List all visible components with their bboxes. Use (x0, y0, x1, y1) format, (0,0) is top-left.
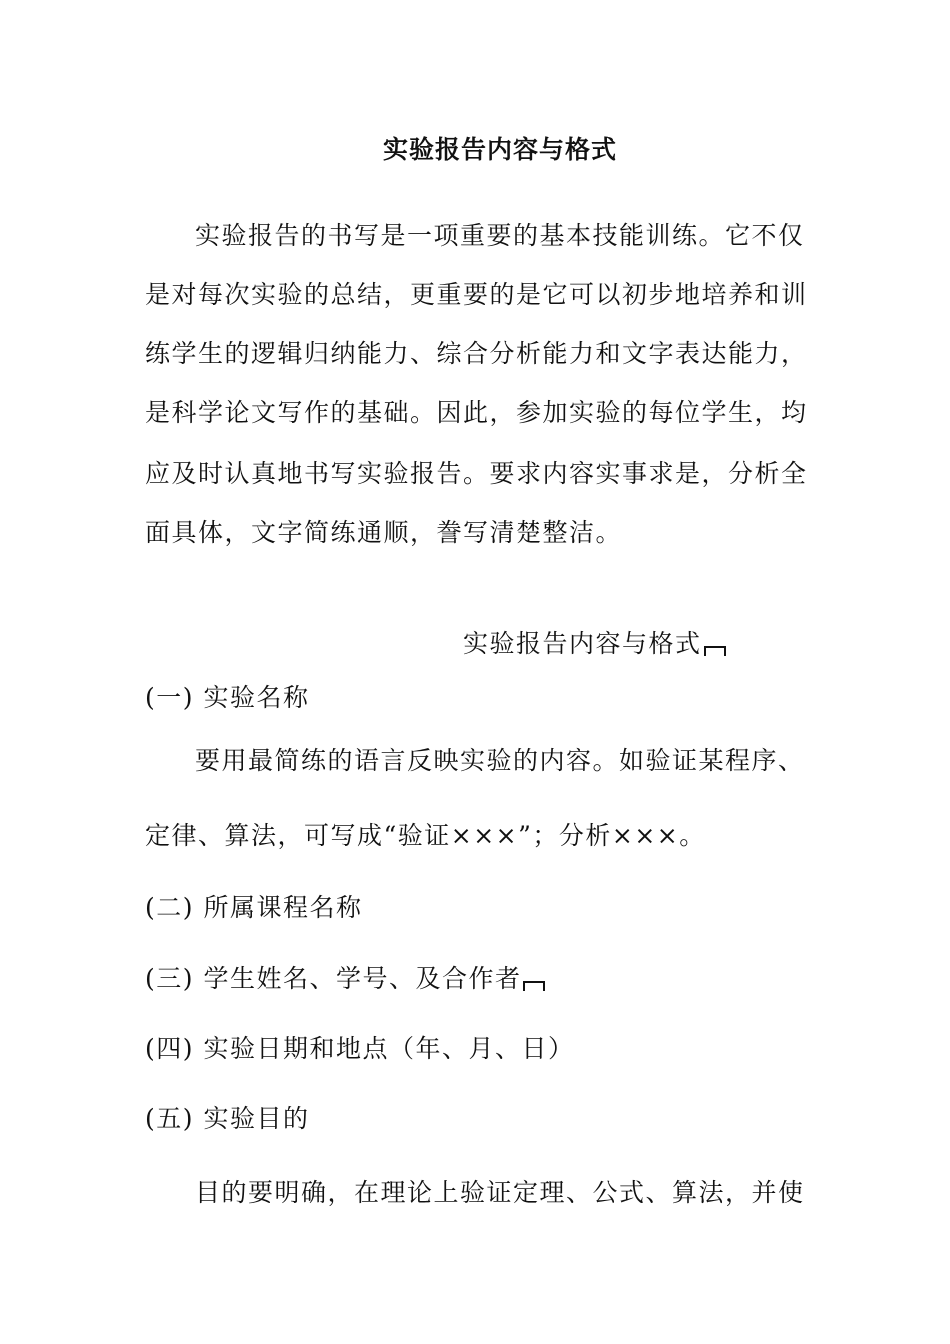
section-1-body-1: 要用最简练的语言反映实验的内容。如验证某程序、 (195, 746, 805, 775)
intro-line-2: 是对每次实验的总结，更重要的是它可以初步地培养和训 (145, 280, 808, 309)
section-subtitle (463, 626, 726, 662)
subtitle-text: 实验报告内容与格式 (463, 629, 702, 658)
section-3-heading (145, 961, 545, 997)
intro-line-4: 是科学论文写作的基础。因此，参加实验的每位学生，均 (145, 398, 808, 427)
section-1-heading: (一) 实验名称 (145, 683, 310, 712)
intro-line-3: 练学生的逻辑归纳能力、综合分析能力和文字表达能力， (145, 339, 808, 368)
section-1-body-2: 定律、算法，可写成“验证×××”；分析×××。 (145, 821, 706, 850)
intro-line-6: 面具体，文字简练通顺，誊写清楚整洁。 (145, 518, 623, 547)
section-4-heading: (四) 实验日期和地点（年、月、日） (145, 1034, 575, 1063)
section-3-heading-text: (三) 学生姓名、学号、及合作者 (145, 964, 522, 993)
section-2-heading: (二) 所属课程名称 (145, 893, 363, 922)
intro-line-1: 实验报告的书写是一项重要的基本技能训练。它不仅 (195, 221, 805, 250)
document-title: 实验报告内容与格式 (382, 135, 617, 164)
section-5-body-1: 目的要明确，在理论上验证定理、公式、算法，并使 (195, 1178, 805, 1207)
section-5-heading: (五) 实验目的 (145, 1104, 310, 1133)
intro-line-5: 应及时认真地书写实验报告。要求内容实事求是，分析全 (145, 459, 808, 488)
format-mark-icon (523, 981, 545, 991)
format-mark-icon (704, 646, 726, 656)
